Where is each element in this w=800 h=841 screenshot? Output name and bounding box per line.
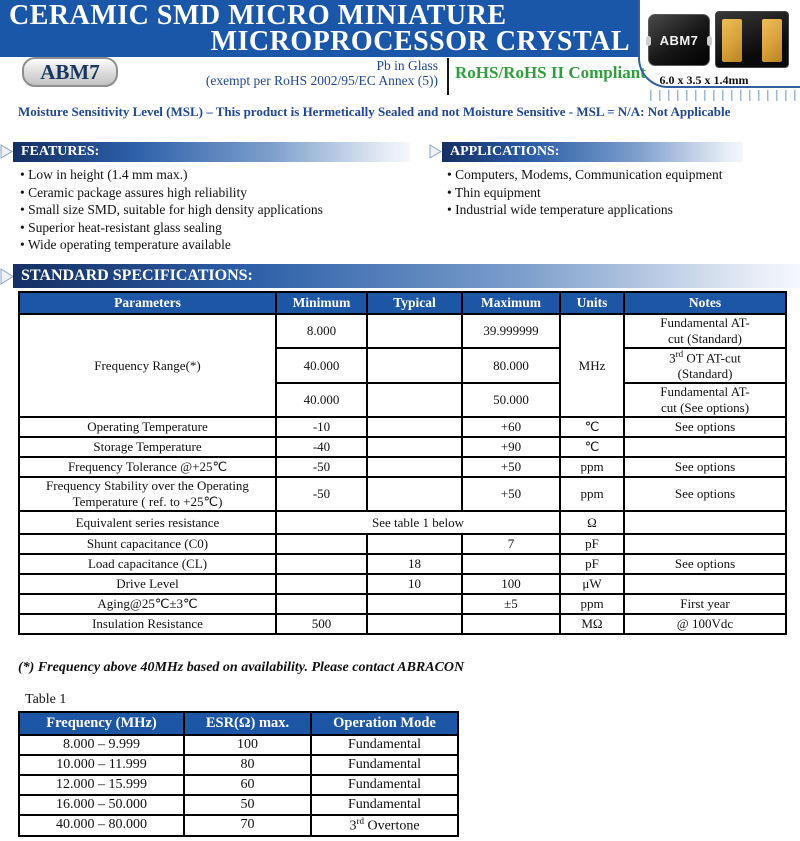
units-cell: ppm <box>560 477 624 511</box>
ruler-scale-icon <box>650 90 800 101</box>
mode-cell: Fundamental <box>311 755 458 775</box>
table-row <box>19 795 458 815</box>
esr-table <box>18 711 459 837</box>
list-item: • Small size SMD, suitable for high density applications <box>20 201 323 219</box>
esr-cell: 70 <box>184 815 311 836</box>
page-title-line1: CERAMIC SMD MICRO MINIATURE <box>9 0 507 31</box>
max-cell <box>462 614 560 634</box>
min-cell <box>276 554 367 574</box>
param-cell: Frequency Tolerance @+25℃ <box>19 457 276 477</box>
notes-cell: See options <box>624 417 786 437</box>
notes-cell: See options <box>624 554 786 574</box>
notes-text: Fundamental AT- <box>660 384 750 400</box>
max-cell: 50.000 <box>462 383 560 417</box>
package-notch-icon <box>646 36 651 46</box>
notes-cell: @ 100Vdc <box>624 614 786 634</box>
min-cell: 500 <box>276 614 367 634</box>
min-cell: -50 <box>276 477 367 511</box>
notes-cell: See options <box>624 457 786 477</box>
max-cell: +50 <box>462 477 560 511</box>
esr-cell: 60 <box>184 775 311 795</box>
table-row <box>19 735 458 755</box>
table-header-row <box>19 292 786 314</box>
notes-cell <box>624 383 786 417</box>
max-cell: 39.999999 <box>462 314 560 348</box>
list-item: • Superior heat-resistant glass sealing <box>20 219 323 237</box>
units-cell: MHz <box>560 314 624 417</box>
typ-cell <box>367 348 462 383</box>
typ-cell <box>367 594 462 614</box>
typ-cell: 18 <box>367 554 462 574</box>
max-cell: ±5 <box>462 594 560 614</box>
title-banner <box>0 0 638 57</box>
frequency-cell: 8.000 – 9.999 <box>19 735 184 755</box>
column-header: Maximum <box>462 292 560 314</box>
min-cell <box>276 594 367 614</box>
notes-text: (Standard) <box>677 366 733 382</box>
units-cell: ℃ <box>560 417 624 437</box>
typ-cell <box>367 383 462 417</box>
table-row <box>19 574 786 594</box>
page-title-line2: MICROPROCESSOR CRYSTAL <box>210 26 630 57</box>
table-row <box>19 417 786 437</box>
column-header: Typical <box>367 292 462 314</box>
table-row <box>19 554 786 574</box>
merged-value-cell: See table 1 below <box>276 511 560 534</box>
list-item: • Thin equipment <box>447 184 722 202</box>
solder-pad-icon <box>722 19 742 62</box>
table-row <box>19 594 786 614</box>
typ-cell <box>367 534 462 554</box>
notes-text: cut (See options) <box>660 400 750 416</box>
table-row <box>19 457 786 477</box>
max-cell: +50 <box>462 457 560 477</box>
column-header: Units <box>560 292 624 314</box>
section-arrow-icon <box>429 144 442 159</box>
typ-cell: 10 <box>367 574 462 594</box>
mode-text: Overtone <box>363 818 420 834</box>
mode-cell: Fundamental <box>311 775 458 795</box>
min-cell: -10 <box>276 417 367 437</box>
table-row <box>19 511 786 534</box>
param-cell: Load capacitance (CL) <box>19 554 276 574</box>
param-cell: Aging@25℃±3℃ <box>19 594 276 614</box>
frequency-cell: 10.000 – 11.999 <box>19 755 184 775</box>
list-item: • Wide operating temperature available <box>20 236 323 254</box>
esr-cell: 100 <box>184 735 311 755</box>
notes-cell: First year <box>624 594 786 614</box>
list-item: • Ceramic package assures high reliability <box>20 184 323 202</box>
min-cell: 40.000 <box>276 348 367 383</box>
units-cell: pF <box>560 534 624 554</box>
features-list <box>20 166 323 254</box>
max-cell: 100 <box>462 574 560 594</box>
notes-cell <box>624 534 786 554</box>
units-cell: pF <box>560 554 624 574</box>
column-header: Operation Mode <box>311 712 458 735</box>
units-cell: Ω <box>560 511 624 534</box>
package-dimensions: 6.0 x 3.5 x 1.4mm <box>659 73 749 87</box>
max-cell: +90 <box>462 437 560 457</box>
notes-text: cut (Standard) <box>667 331 742 346</box>
table1-label: Table 1 <box>25 692 67 707</box>
min-cell: 8.000 <box>276 314 367 348</box>
mode-text: 3 <box>349 818 357 834</box>
notes-cell <box>624 437 786 457</box>
param-cell: Equivalent series resistance <box>19 511 276 534</box>
units-cell: ppm <box>560 457 624 477</box>
typ-cell <box>367 437 462 457</box>
crystal-package-bottom-view <box>715 11 789 68</box>
pb-exemption-note <box>150 58 438 88</box>
notes-superscript: rd <box>675 349 684 359</box>
max-cell: 7 <box>462 534 560 554</box>
units-cell: μW <box>560 574 624 594</box>
param-cell: Frequency Stability over the Operating Temperature ( ref. to +25℃) <box>19 477 276 511</box>
notes-cell <box>624 511 786 534</box>
param-cell: Operating Temperature <box>19 417 276 437</box>
notes-text: 3 <box>669 350 676 366</box>
applications-list <box>447 166 722 219</box>
features-section-header: FEATURES: <box>13 142 410 162</box>
typ-cell <box>367 314 462 348</box>
min-cell: 40.000 <box>276 383 367 417</box>
frequency-cell: 12.000 – 15.999 <box>19 775 184 795</box>
param-cell: Drive Level <box>19 574 276 594</box>
table-row <box>19 775 458 795</box>
table-header-row <box>19 712 458 735</box>
rohs-compliance-label: RoHS/RoHS II Compliant <box>455 63 646 82</box>
param-cell: Shunt capacitance (C0) <box>19 534 276 554</box>
column-header: Parameters <box>19 292 276 314</box>
notes-cell <box>624 574 786 594</box>
package-notch-icon <box>707 36 712 46</box>
specifications-section-header: STANDARD SPECIFICATIONS: <box>13 264 800 288</box>
typ-cell <box>367 477 462 511</box>
section-arrow-icon <box>0 268 14 285</box>
column-header: Frequency (MHz) <box>19 712 184 735</box>
param-cell: Storage Temperature <box>19 437 276 457</box>
model-badge: ABM7 <box>22 57 118 87</box>
param-cell: Frequency Range(*) <box>19 314 276 417</box>
typ-cell <box>367 457 462 477</box>
typ-cell <box>367 614 462 634</box>
esr-cell: 80 <box>184 755 311 775</box>
param-cell: Insulation Resistance <box>19 614 276 634</box>
frequency-cell: 40.000 – 80.000 <box>19 815 184 836</box>
divider <box>447 58 449 95</box>
notes-text: OT AT-cut <box>683 350 741 366</box>
package-marking: ABM7 <box>659 32 699 48</box>
column-header: Notes <box>624 292 786 314</box>
pb-note-line1: Pb in Glass <box>376 58 438 73</box>
esr-cell: 50 <box>184 795 311 815</box>
section-arrow-icon <box>0 144 13 159</box>
max-cell <box>462 554 560 574</box>
frequency-cell: 16.000 – 50.000 <box>19 795 184 815</box>
column-header: Minimum <box>276 292 367 314</box>
notes-cell: See options <box>624 477 786 511</box>
max-cell: +60 <box>462 417 560 437</box>
units-cell: MΩ <box>560 614 624 634</box>
min-cell: -40 <box>276 437 367 457</box>
solder-pad-icon <box>762 19 782 62</box>
mode-cell: Fundamental <box>311 795 458 815</box>
min-cell <box>276 574 367 594</box>
list-item: • Low in height (1.4 mm max.) <box>20 166 323 184</box>
list-item: • Industrial wide temperature applications <box>447 201 722 219</box>
applications-section-header: APPLICATIONS: <box>442 142 743 162</box>
availability-footnote: (*) Frequency above 40MHz based on availability. Please contact ABRACON <box>18 660 465 675</box>
notes-cell <box>624 348 786 383</box>
notes-text: Fundamental AT- <box>660 315 750 330</box>
mode-superscript: rd <box>356 816 364 826</box>
crystal-package-top-view <box>648 14 710 66</box>
table-row <box>19 437 786 457</box>
table-row <box>19 534 786 554</box>
table-row <box>19 614 786 634</box>
pb-note-line2: (exempt per RoHS 2002/95/EC Annex (5)) <box>205 73 438 88</box>
mode-cell <box>311 815 458 836</box>
min-cell: -50 <box>276 457 367 477</box>
min-cell <box>276 534 367 554</box>
units-cell: ppm <box>560 594 624 614</box>
table-row <box>19 477 786 511</box>
table-row <box>19 314 786 348</box>
typ-cell <box>367 417 462 437</box>
notes-cell <box>624 314 786 348</box>
column-header: ESR(Ω) max. <box>184 712 311 735</box>
list-item: • Computers, Modems, Communication equipment <box>447 166 722 184</box>
table-row <box>19 815 458 836</box>
specifications-table <box>18 291 787 635</box>
units-cell: ℃ <box>560 437 624 457</box>
table-row <box>19 755 458 775</box>
msl-note: Moisture Sensitivity Level (MSL) – This product is Hermetically Sealed and not Moisture Sensitive - MSL = N/A: Not Applicable <box>18 104 731 119</box>
max-cell: 80.000 <box>462 348 560 383</box>
mode-cell: Fundamental <box>311 735 458 755</box>
